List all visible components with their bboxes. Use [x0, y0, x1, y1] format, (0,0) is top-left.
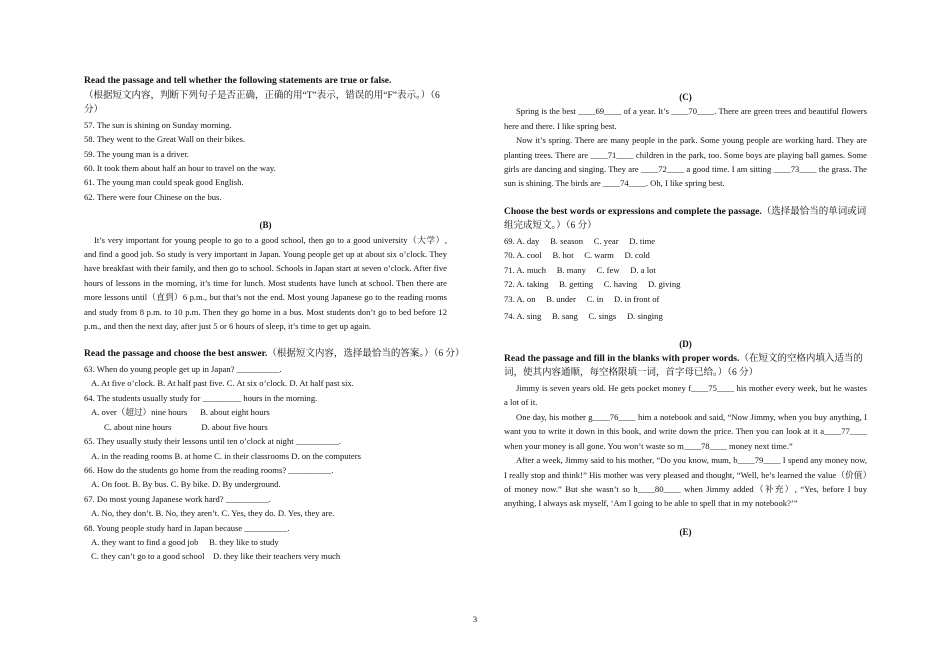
section-c-label: (C) [679, 92, 692, 102]
mc-line: 67. Do most young Japanese work hard? __________. [84, 493, 271, 504]
passage-b: It’s very important for young people to go to a good school, then go to a good university（大学）, and find a good job. So study is very important in Japan. Young people get up at about six o’clock. They have breakfast with their family, and then go to school. Schools in Japan start at seven o’clock. After five hours of lessons in the morning, it’s time for lunch. Most students have lunch at school. Then there are more lessons until（直到）6 p.m., but that’s not the end. Most young Japanese go to the reading rooms and study from 8 p.m. to 10 p.m. Then they go home in a bus. Most students don’t go to bed before 12 p.m., and then the next day, after just 5 or 6 hours of sleep, it’s time to get up again. [84, 234, 447, 332]
section-b-label: (B) [259, 220, 272, 231]
fill-instruction [504, 352, 867, 381]
tf-item: 59. The young man is a driver. [84, 148, 189, 159]
choose-instruction [504, 205, 867, 234]
mc-instruction [84, 347, 465, 362]
mc-line: 66. How do the students go home from the reading rooms? __________. [84, 464, 334, 475]
left-column [84, 74, 465, 564]
choose-instruction-en: Choose the best words or expressions and complete the passage. [504, 206, 762, 217]
tf-item: 62. There were four Chinese on the bus. [84, 191, 222, 202]
mc-line: A. they want to find a good job B. they like to study [91, 536, 279, 547]
choose-items-list [504, 234, 867, 323]
choice-item: 74. A. sing B. sang C. sings D. singing [504, 311, 663, 322]
fill-instruction-en: Read the passage and fill in the blanks with proper words. [504, 353, 740, 364]
tf-instruction-cn: （根据短文内容，判断下列句子是否正确，正确的用“T”表示，错误的用“F”表示。）（6 分） [84, 90, 440, 116]
tf-instruction-en: Read the passage and tell whether the following statements are true or false. [84, 76, 392, 86]
section-d-label: (D) [679, 339, 692, 350]
mc-line: C. about nine hours D. about five hours [104, 421, 268, 432]
choice-item: 69. A. day B. season C. year D. time [504, 236, 656, 247]
mc-instruction-cn-inline: （根据短文内容，选择最恰当的答案。）（6 分） [267, 349, 465, 360]
choice-item: 70. A. cool B. hot C. warm D. cold [504, 250, 650, 261]
passage-c-para-2: Now it’s spring. There are many people in the park. Some young people are working hard. They are planting trees. There are ____71____ children in the park, too. Some boys are playing ball games. Some girls are dancing and singing. They are ____72____ a good time. I am sitting ____73____ the grass. The sun is shining. The birds are ____74____. Oh, I like spring best. [504, 135, 867, 189]
section-e-label: (E) [679, 526, 692, 537]
right-column [504, 90, 867, 539]
passage-d-para-3: After a week, Jimmy said to his mother, “Do you know, mum, b____79____ I spend any money now, I really stop and think!” His mother was very pleased and thought, “Well, he’s learned the value（价值）of money now.” But she wasn’t so h____80____ when Jimmy added（补充）, “Yes, before I buy anything, I always ask myself, ‘Am I going to be able to spell that in my notebook?’” [504, 455, 867, 509]
choice-item: 71. A. much B. many C. few D. a lot [504, 264, 656, 275]
passage-d-para-1: Jimmy is seven years old. He gets pocket money f____75____ his mother every week, but he wastes a lot of it. [504, 383, 867, 408]
mc-line: A. over（超过）nine hours B. about eight hours [91, 407, 270, 418]
tf-instruction-cn-wrap [84, 89, 447, 118]
mc-line: C. they can’t go to a good school D. they like their teachers very much [91, 551, 341, 562]
tf-item: 60. It took them about half an hour to travel on the way. [84, 163, 276, 173]
choice-item: 73. A. on B. under C. in D. in front of [504, 293, 660, 304]
mc-line: A. No, they don’t. B. No, they aren’t. C. Yes, they do. D. Yes, they are. [91, 508, 335, 519]
page-number: 3 [472, 614, 478, 624]
mc-instruction-en: Read the passage and choose the best answer. [84, 349, 268, 360]
tf-item: 58. They went to the Great Wall on their bikes. [84, 134, 246, 145]
tf-items-list [84, 118, 447, 204]
fill-instruction-cn: （在短文的空格内填入适当的词，使其内容通顺，每空格限填一词，首字母已给。）（6 分） [504, 353, 863, 379]
mc-line: 64. The students usually study for _________ hours in the morning. [84, 392, 318, 403]
mc-line: A. in the reading rooms B. at home C. in their classrooms D. on the computers [91, 450, 361, 461]
choose-instruction-cn: （选择最恰当的单词或词组完成短文。）（6 分） [504, 206, 867, 232]
mc-line: A. On foot. B. By bus. C. By bike. D. By underground. [91, 479, 281, 490]
tf-item: 57. The sun is shining on Sunday morning. [84, 119, 232, 130]
mc-items-list [84, 362, 447, 564]
tf-item: 61. The young man could speak good English. [84, 177, 244, 188]
passage-d-para-2: One day, his mother g____76____ him a notebook and said, “Now Jimmy, when you buy anything, I want you to write it down in this book, and write down the price. Then you can look at it a____77____ when your money is all gone. You won’t waste so m____78____ money next time.” [504, 411, 867, 451]
mc-line: 63. When do young people get up in Japan? __________. [84, 364, 282, 375]
mc-line: A. At five o’clock. B. At half past five. C. At six o’clock. D. At half past six. [91, 378, 354, 389]
passage-c-para-1: Spring is the best ____69____ of a year. It’s ____70____. There are green trees and beautiful flowers here and there. I like spring best. [504, 106, 867, 131]
choice-item: 72. A. taking B. getting C. having D. giving [504, 279, 681, 290]
mc-line: 68. Young people study hard in Japan because __________. [84, 522, 290, 533]
mc-line: 65. They usually study their lessons until ten o’clock at night __________. [84, 436, 341, 447]
tf-instruction [84, 74, 447, 89]
